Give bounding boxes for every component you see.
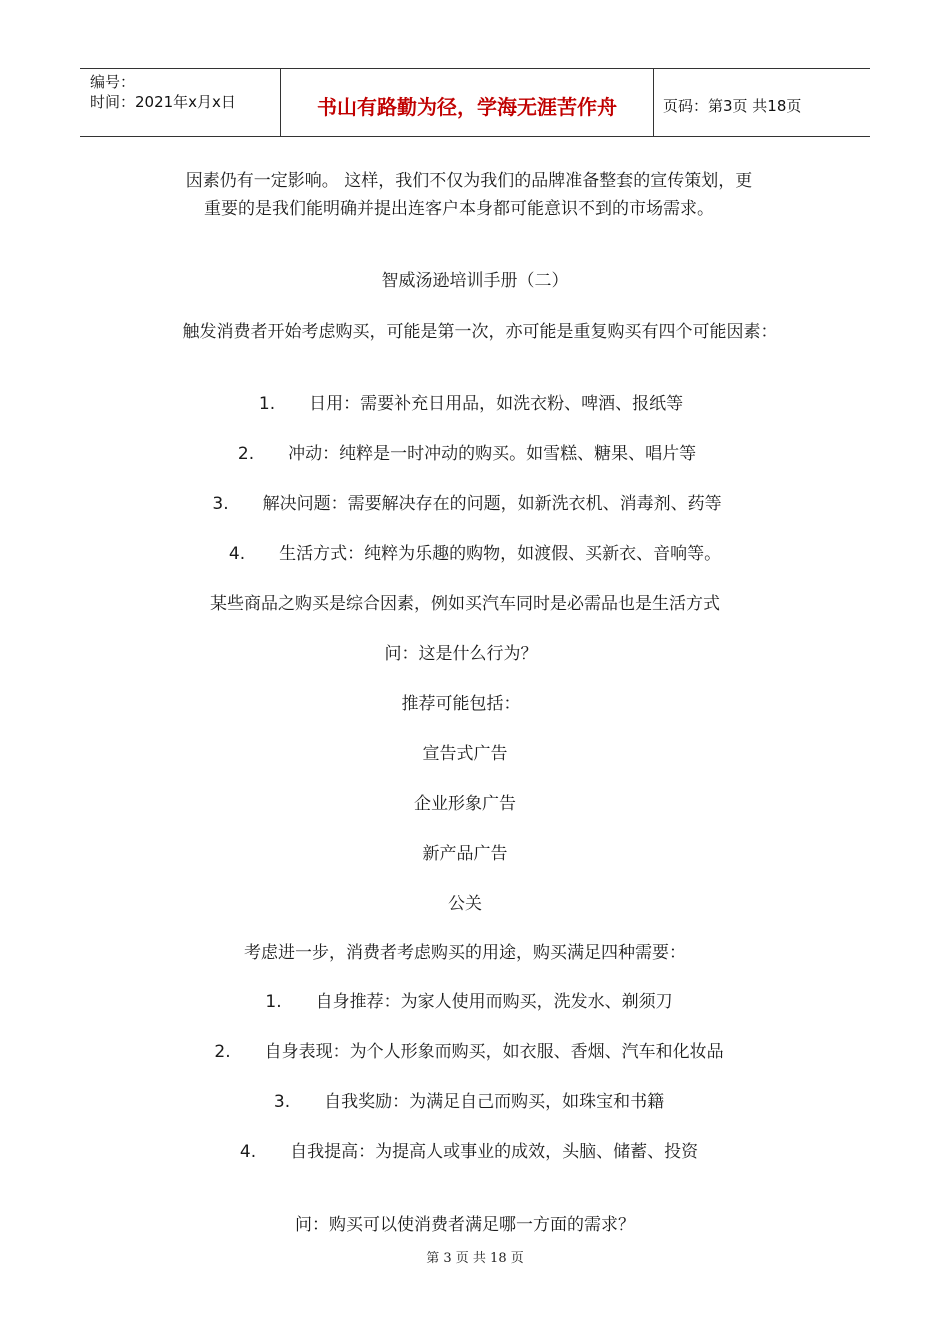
- list-number: 4.: [239, 1142, 257, 1162]
- header-motto-cell: [280, 69, 654, 136]
- page-footer: 第 3 页 共 18 页: [426, 1251, 524, 1266]
- list-number: 3.: [273, 1092, 291, 1112]
- list-text: 解决问题：需要解决存在的问题，如新洗衣机、消毒剂、药等: [262, 494, 722, 514]
- list-text: 冲动：纯粹是一时冲动的购买。如雪糕、糖果、唱片等: [288, 444, 697, 464]
- list-item: [0, 543, 950, 565]
- motto: 书山有路勤为径，学海无涯苦作舟: [317, 95, 617, 119]
- list-number: 4.: [228, 544, 246, 564]
- intro-line: 触发消费者开始考虑购买，可能是第一次，亦可能是重复购买有四个可能因素：: [182, 322, 778, 342]
- recommend-item: 公关: [448, 894, 482, 914]
- list-text: 生活方式：纯粹为乐趣的购物，如渡假、买新衣、音响等。: [279, 544, 722, 564]
- list-number: 2.: [237, 444, 255, 464]
- recommend-item: 宣告式广告: [422, 744, 508, 764]
- list-item: [0, 1041, 944, 1063]
- list-number: 3.: [212, 494, 229, 514]
- header-page-info: 页码：第3页 共18页: [663, 97, 802, 115]
- recommend-item: 新产品广告: [422, 844, 508, 864]
- list-number: 2.: [214, 1042, 231, 1062]
- recommend-item: 企业形象广告: [414, 794, 516, 814]
- header-meta-cell: [80, 69, 280, 136]
- list-item: [0, 443, 942, 465]
- list-item: [0, 1141, 944, 1163]
- list-item: [0, 493, 942, 515]
- list-number: 1.: [265, 992, 282, 1012]
- list-number: 1.: [258, 394, 276, 414]
- note-line: 某些商品之购买是综合因素，例如买汽车同时是必需品也是生活方式: [210, 594, 720, 614]
- recommend-label: 推荐可能包括：: [401, 694, 521, 714]
- section-title: 智威汤逊培训手册（二）: [381, 271, 569, 291]
- list-text: 自身推荐：为家人使用而购买，洗发水、剃须刀: [315, 992, 673, 1012]
- further-line: 考虑进一步，消费者考虑购买的用途，购买满足四种需要：: [244, 943, 686, 963]
- list-text: 自我奖励：为满足自己而购买，如珠宝和书籍: [324, 1092, 665, 1112]
- list-text: 日用：需要补充日用品，如洗衣粉、啤酒、报纸等: [309, 394, 684, 414]
- time-label: 时间：2021年x月x日: [90, 93, 236, 111]
- list-item: [0, 1091, 944, 1113]
- paragraph-line-2: 重要的是我们能明确并提出连客户本身都可能意识不到的市场需求。: [204, 199, 714, 219]
- document-header: [80, 68, 870, 137]
- question-2: 问：购买可以使消费者满足哪一方面的需求？: [295, 1215, 635, 1235]
- list-item: [0, 393, 946, 415]
- paragraph-line-1: 因素仍有一定影响。 这样，我们不仅为我们的品牌准备整套的宣传策划，更: [185, 171, 753, 191]
- list-text: 自我提高：为提高人或事业的成效，头脑、储蓄、投资: [290, 1142, 699, 1162]
- question-1: 问：这是什么行为？: [384, 644, 538, 664]
- list-item: [0, 991, 944, 1013]
- list-text: 自身表现：为个人形象而购买，如衣服、香烟、汽车和化妆品: [264, 1042, 724, 1062]
- number-label: 编号：: [90, 73, 136, 91]
- header-page-cell: [653, 69, 870, 136]
